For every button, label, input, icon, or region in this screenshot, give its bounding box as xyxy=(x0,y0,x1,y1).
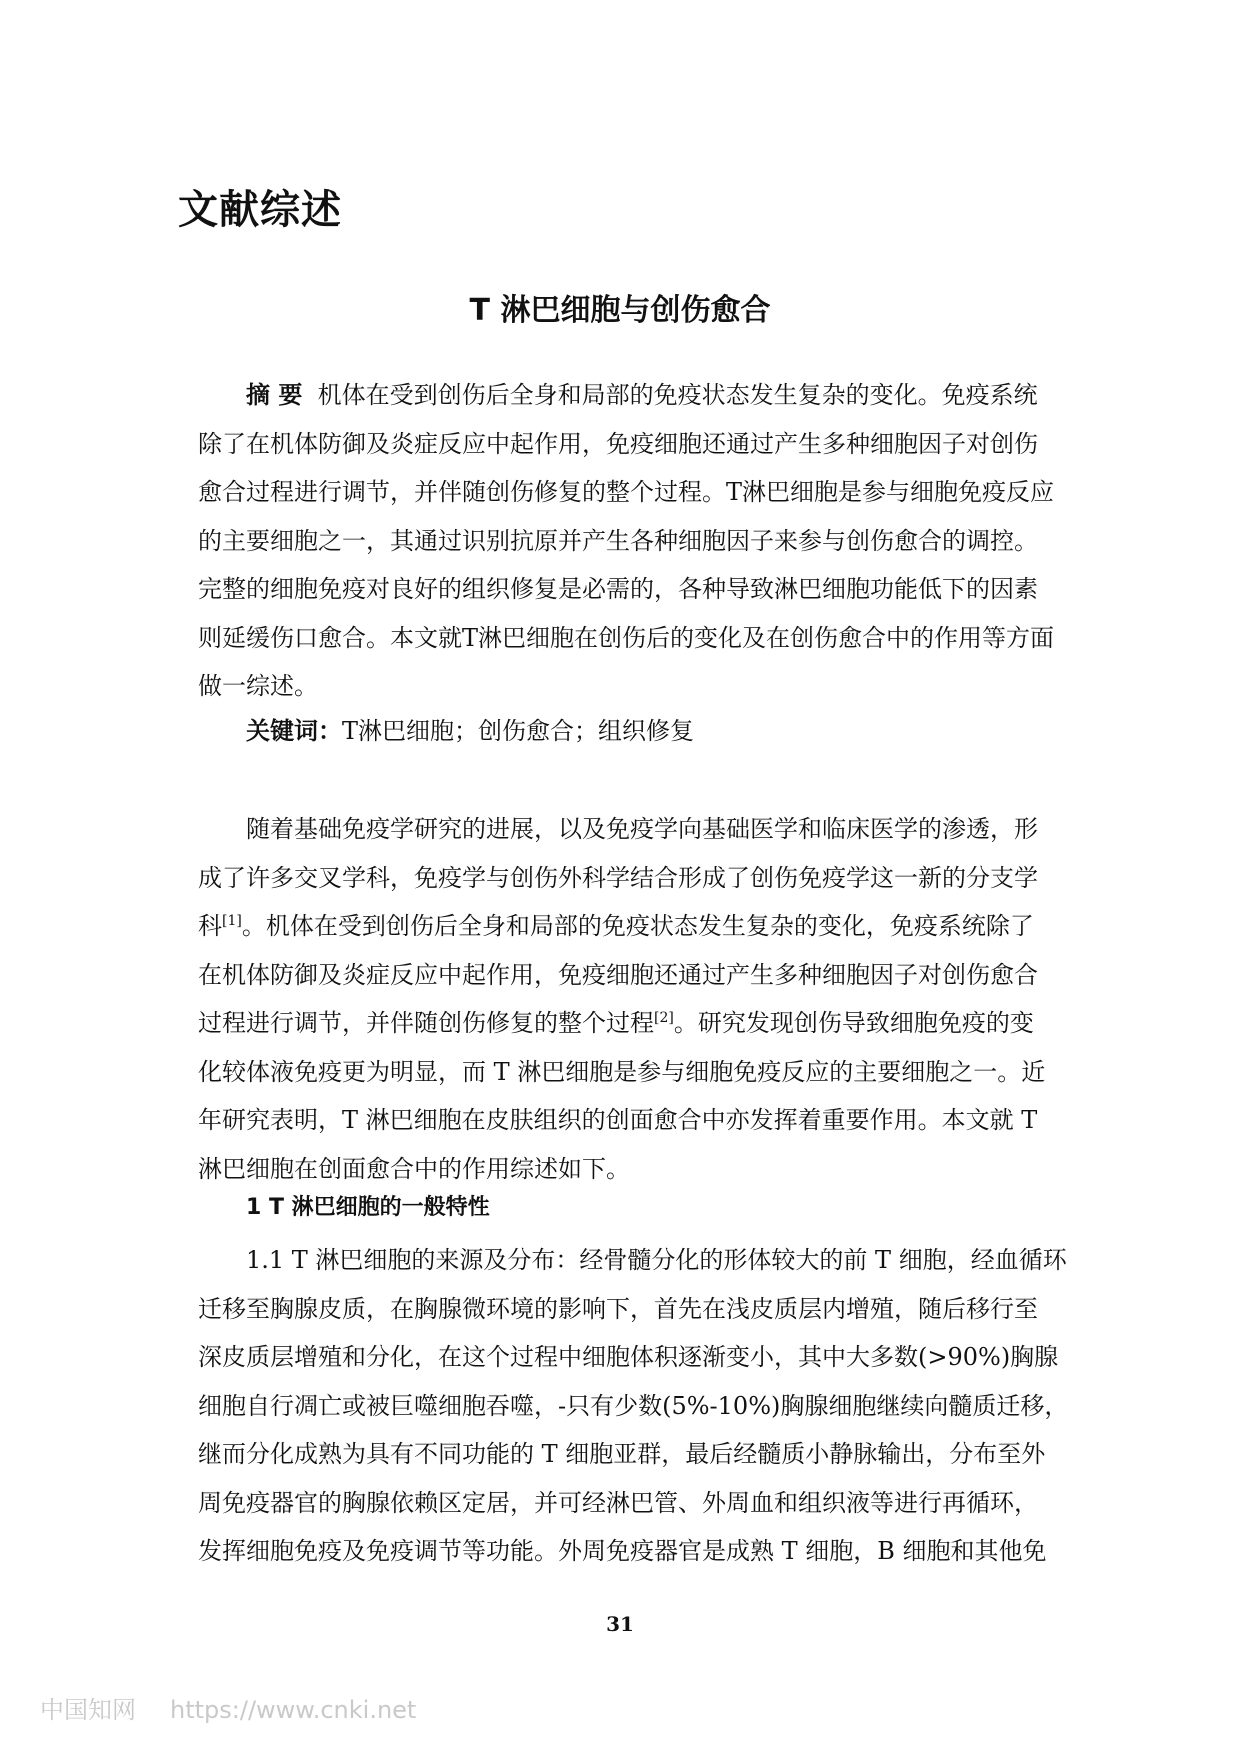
intro-paragraph xyxy=(198,805,1068,1193)
citation-ref: [1] xyxy=(222,913,242,929)
abstract-line: 的主要细胞之一，其通过识别抗原并产生各种细胞因子来参与创伤愈合的调控。 xyxy=(198,526,1038,555)
keywords-label: 关键词： xyxy=(246,716,342,745)
body-line: 继而分化成熟为具有不同功能的 T 细胞亚群，最后经髓质小静脉输出，分布至外 xyxy=(198,1440,1046,1468)
abstract-line xyxy=(198,371,1068,420)
intro-line xyxy=(198,999,1068,1048)
abstract-line: 愈合过程进行调节，并伴随创伤修复的整个过程。T淋巴细胞是参与细胞免疫反应 xyxy=(198,478,1055,506)
intro-line: 随着基础免疫学研究的进展，以及免疫学向基础医学和临床医学的渗透，形 xyxy=(246,815,1038,843)
body-line: 1.1 T 淋巴细胞的来源及分布：经骨髓分化的形体较大的前 T 细胞，经血循环 xyxy=(246,1246,1067,1274)
intro-line: 成了许多交叉学科，免疫学与创伤外科学结合形成了创伤免疫学这一新的分支学 xyxy=(198,863,1038,892)
keywords-text: T淋巴细胞；创伤愈合；组织修复 xyxy=(342,717,695,745)
intro-line: 化较体液免疫更为明显，而 T 淋巴细胞是参与细胞免疫反应的主要细胞之一。近 xyxy=(198,1057,1046,1086)
abstract-label: 摘 要 xyxy=(246,380,303,409)
section-label: 文献综述 xyxy=(178,187,342,233)
watermark xyxy=(40,1690,416,1725)
intro-line xyxy=(198,902,1068,951)
intro-text: 过程进行调节，并伴随创伤修复的整个过程 xyxy=(198,1009,654,1037)
abstract-line: 则延缓伤口愈合。本文就T淋巴细胞在创伤后的变化及在创伤愈合中的作用等方面 xyxy=(198,623,1055,652)
abstract-line: 做一综述。 xyxy=(198,672,318,700)
section-heading: 1 T 淋巴细胞的一般特性 xyxy=(246,1195,490,1220)
intro-text: 科 xyxy=(198,912,222,940)
page-number: 31 xyxy=(606,1612,634,1636)
watermark-url: https://www.cnki.net xyxy=(170,1696,417,1724)
abstract-line: 除了在机体防御及炎症反应中起作用，免疫细胞还通过产生多种细胞因子对创伤 xyxy=(198,429,1038,458)
abstract xyxy=(198,371,1068,711)
abstract-line: 完整的细胞免疫对良好的组织修复是必需的，各种导致淋巴细胞功能低下的因素 xyxy=(198,575,1038,603)
intro-text: 。研究发现创伤导致细胞免疫的变 xyxy=(673,1009,1034,1037)
intro-line: 年研究表明，T 淋巴细胞在皮肤组织的创面愈合中亦发挥着重要作用。本文就 T xyxy=(198,1106,1038,1134)
intro-line: 在机体防御及炎症反应中起作用，免疫细胞还通过产生多种细胞因子对创伤愈合 xyxy=(198,960,1038,989)
abstract-text: 机体在受到创伤后全身和局部的免疫状态发生复杂的变化。免疫系统 xyxy=(317,381,1038,409)
citation-ref: [2] xyxy=(654,1010,674,1026)
body-line: 迁移至胸腺皮质，在胸腺微环境的影响下，首先在浅皮质层内增殖，随后移行至 xyxy=(198,1294,1038,1323)
body-line: 细胞自行凋亡或被巨噬细胞吞噬，-只有少数(5%-10%)胸腺细胞继续向髓质迁移， xyxy=(198,1391,1069,1420)
keywords xyxy=(198,707,1068,756)
keywords-line xyxy=(198,707,1068,756)
intro-text: 。机体在受到创伤后全身和局部的免疫状态发生复杂的变化，免疫系统除了 xyxy=(241,912,1034,940)
cnki-logo: 中国知网 xyxy=(40,1696,136,1724)
section-1-1-paragraph xyxy=(198,1236,1068,1576)
body-line: 深皮质层增殖和分化，在这个过程中细胞体积逐渐变小，其中大多数(>90%)胸腺 xyxy=(198,1343,1059,1371)
body-line: 发挥细胞免疫及免疫调节等功能。外周免疫器官是成熟 T 细胞，B 细胞和其他免 xyxy=(198,1537,1047,1565)
body-line: 周免疫器官的胸腺依赖区定居，并可经淋巴管、外周血和组织液等进行再循环， xyxy=(198,1488,1038,1517)
article-title: T 淋巴细胞与创伤愈合 xyxy=(469,293,771,328)
intro-line: 淋巴细胞在创面愈合中的作用综述如下。 xyxy=(198,1154,630,1183)
